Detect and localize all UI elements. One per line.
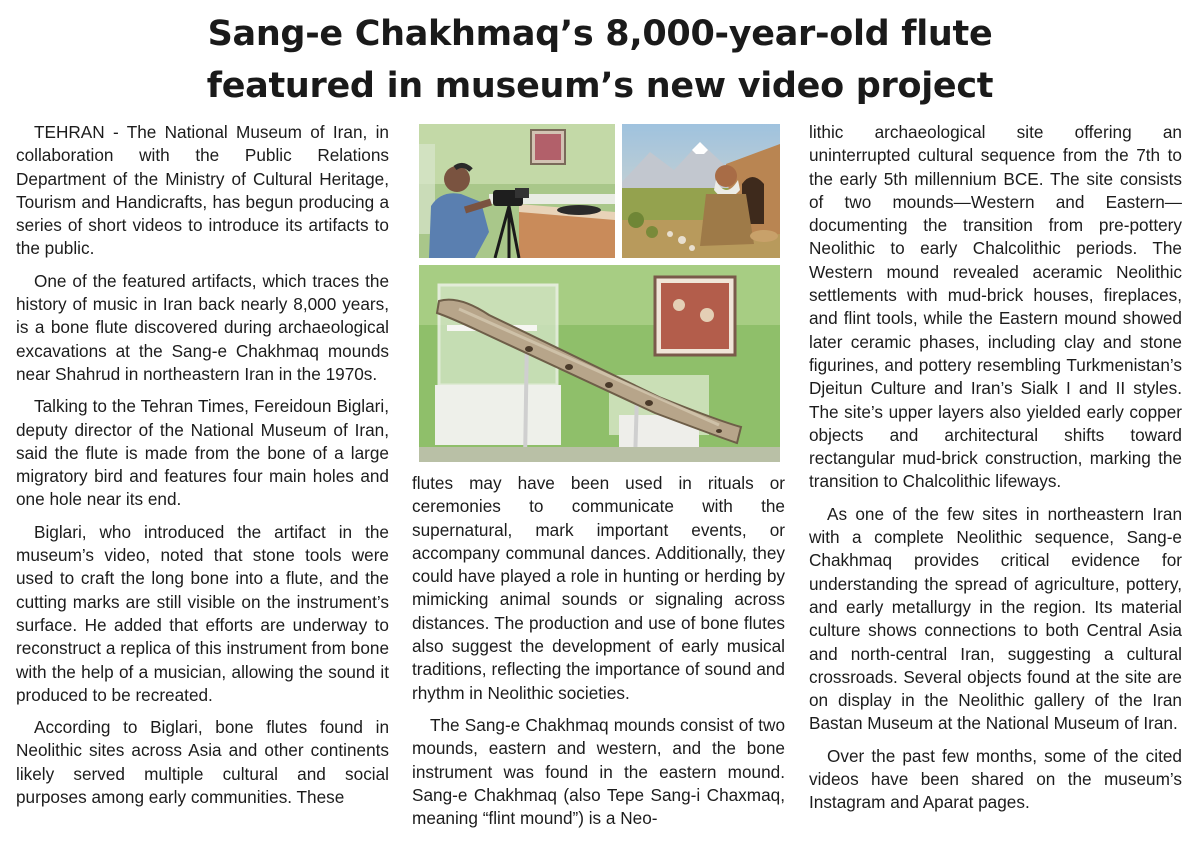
camera-operator-photo [419, 124, 615, 258]
paragraph: As one of the few sites in northeastern Iran with a complete Neolithic sequence, Sang-e Chakhmaq provides critical evidence for understanding the spread of agriculture, pottery, and early metallurgy in the region. Its material culture shows connections to both Central Asia and north-central Iran, suggesting a cultural crossroads. Several objects found at the site are on display in the Neolithic gallery of the Iran Bastan Museum at the National Museum of Iran. [809, 503, 1182, 734]
photo-collage [419, 124, 780, 462]
column-3 [809, 121, 1182, 824]
headline-line-2: featured in museum’s new video project [206, 66, 994, 106]
paragraph: Biglari, who introduced the artifact in the museum’s video, noted that stone tools were used to craft the long bone into a flute, and the cutting marks are still visible on the instrument’s surface. He added that efforts are underway to reconstruct a replica of this instrument from bone with the help of a musician, allowing the sound it produced to be recreated. [16, 521, 389, 705]
column-1 [16, 121, 389, 818]
paragraph: According to Biglari, bone flutes found in Neolithic sites across Asia and other continents likely served multiple cultural and social purposes among early communities. These [16, 717, 389, 808]
paragraph: flutes may have been used in rituals or ceremonies to communicate with the supernatural, mark important events, or accompany communal dances. Additionally, they could have played a role in hunting or herding by mimicking animal sounds or signaling across distances. The production and use of bone flutes also suggest the development of early musical traditions, reflecting the importance of sound and rhythm in Neolithic societies. [412, 473, 785, 703]
paragraph: lithic archaeological site offering an uninterrupted cultural sequence from the 7th to the early 5th millennium BCE. The site consists of two mounds—Western and Eastern—documenting the transition from pre-pottery Neolithic to early Chalcolithic periods. The Western mound revealed aceramic Neolithic settlements with mud-brick houses, fireplaces, and flint tools, while the Eastern mound showed later ceramic phases, including clay and stone figurines, and pottery resembling Turkmenistan’s Djeitun Culture and Iran’s Sialk I and II styles. The site’s upper layers also yielded early copper objects and architectural shifts toward rectangular mud-brick construction, marking the transition to Chalcolithic lifeways. [809, 122, 1182, 492]
bone-flute-photo [419, 265, 780, 462]
headline [0, 8, 1200, 112]
paragraph: TEHRAN - The National Museum of Iran, in collaboration with the Public Relations Department of the Ministry of Cultural Heritage, Tourism and Handicrafts, has begun producing a series of short videos to introduce its artifacts to the public. [16, 122, 389, 259]
headline-line-1: Sang-e Chakhmaq’s 8,000-year-old flute [207, 14, 993, 54]
neolithic-scene-photo [622, 124, 780, 258]
paragraph: One of the featured artifacts, which traces the history of music in Iran back nearly 8,000 years, is a bone flute discovered during archaeological excavations at the Sang-e Chakhmaq mounds near Shahrud in northeastern Iran in the 1970s. [16, 270, 389, 384]
column-2 [412, 472, 785, 839]
paragraph: Over the past few months, some of the cited videos have been shared on the museum’s Instagram and Aparat pages. [809, 745, 1182, 813]
paragraph: The Sang-e Chakhmaq mounds consist of two mounds, eastern and western, and the bone instrument was found in the eastern mound. Sang-e Chakhmaq (also Tepe Sang-i Chaxmaq, meaning “flint mound”) is a Neo- [412, 714, 785, 829]
paragraph: Talking to the Tehran Times, Fereidoun Biglari, deputy director of the National Museum of Iran, said the flute is made from the bone of a large migratory bird and features four main holes and one hole near its end. [16, 396, 389, 510]
